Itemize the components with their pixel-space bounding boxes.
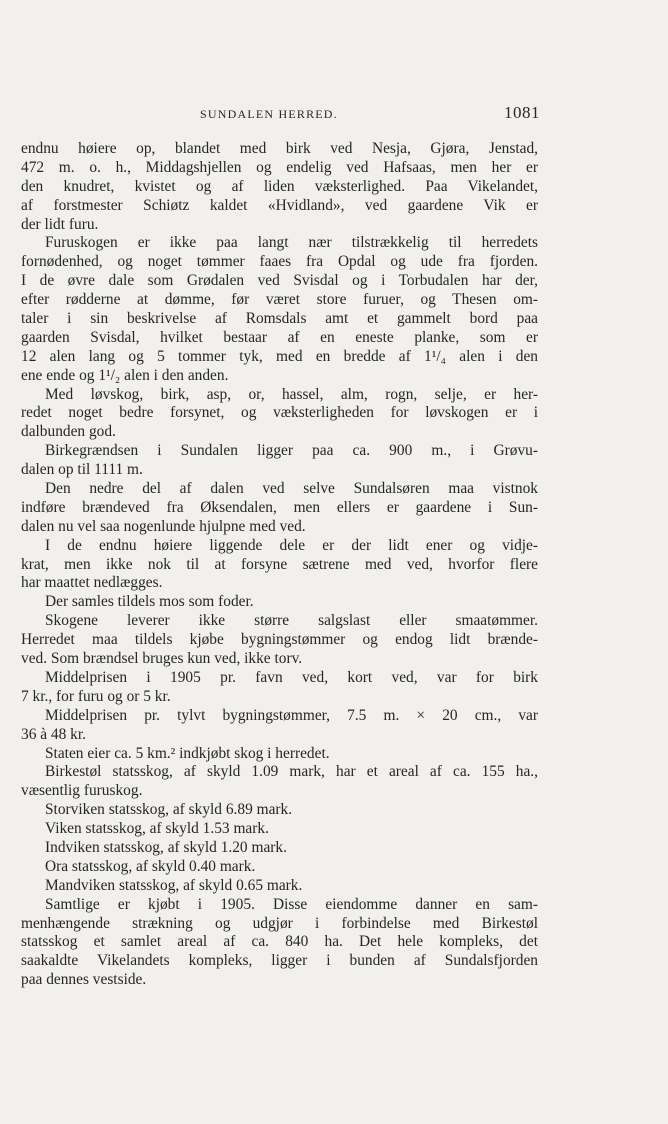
text-line: Furuskogen er ikke paa langt nær tilstrækkelig til herredets — [45, 234, 538, 252]
text-line: endnu høiere op, blandet med birk ved Nesja, Gjøra, Jenstad, — [21, 140, 538, 157]
running-title: SUNDALEN HERRED. — [200, 107, 338, 121]
text-line: Staten eier ca. 5 km.² indkjøbt skog i herredet. — [45, 744, 330, 762]
text-line: den knudret, kvistet og af liden væksterlighed. Paa Vikelandet, — [21, 177, 538, 195]
text-line: Der samles tildels mos som foder. — [45, 593, 254, 611]
page-number: 1081 — [504, 103, 540, 122]
text-line: af forstmester Schiøtz kaldet «Hvidland», ved gaardene Vik er — [21, 196, 538, 214]
text-line: I de øvre dale som Grødalen ved Svisdal og i Torbudalen har der, — [21, 272, 538, 290]
text-line: der lidt furu. — [21, 215, 99, 233]
text-line: Storviken statsskog, af skyld 6.89 mark. — [45, 801, 293, 819]
text-line: indføre brændeved fra Øksendalen, men ellers er gaardene i Sun- — [21, 498, 538, 516]
text-line: Birkegrændsen i Sundalen ligger paa ca. 900 m., i Grøvu- — [45, 442, 538, 460]
text-line: Indviken statsskog, af skyld 1.20 mark. — [45, 838, 287, 856]
text-line: gaarden Svisdal, hvilket bestaar af en eneste planke, som er — [21, 328, 538, 346]
text-line: paa dennes vestside. — [21, 971, 147, 989]
text-line: Herredet maa tildels kjøbe bygningstømmer og endog lidt brænde- — [21, 631, 538, 649]
text-line: taler i sin beskrivelse af Romsdals amt et gammelt bord paa — [21, 310, 538, 328]
text-line: krat, men ikke nok til at forsyne sætrene med ved, hvorfor flere — [21, 555, 538, 573]
text-line: I de endnu høiere liggende dele er der lidt ener og vidje- — [45, 536, 538, 554]
body-text — [3, 140, 538, 990]
text-line: 7 kr., for furu og or 5 kr. — [21, 687, 171, 705]
text-line: ene ende og 1¹/₂ alen i den anden. — [21, 366, 229, 384]
text-line: væsentlig furuskog. — [21, 782, 143, 800]
text-line: Ora statsskog, af skyld 0.40 mark. — [45, 857, 256, 875]
text-line: efter rødderne at dømme, før været store furuer, og Thesen om- — [21, 291, 538, 309]
text-line: Middelprisen i 1905 pr. favn ved, kort ved, var for birk — [45, 668, 538, 686]
text-line: redet noget bedre forsynet, og væksterligheden for løvskogen er i — [21, 404, 538, 422]
text-line: 12 alen lang og 5 tommer tyk, med en bredde af 1¹/₄ alen i den — [21, 347, 538, 365]
text-line: dalen op til 1111 m. — [21, 461, 143, 479]
running-head — [0, 103, 668, 127]
text-line: dalen nu vel saa nogenlunde hjulpne med ved. — [21, 517, 306, 535]
text-line: Mandviken statsskog, af skyld 0.65 mark. — [45, 876, 303, 894]
text-line: Samtlige er kjøbt i 1905. Disse eiendomme danner en sam- — [45, 895, 538, 913]
text-line: Middelprisen pr. tylvt bygningstømmer, 7.5 m. × 20 cm., var — [45, 706, 538, 724]
text-line: ved. Som brændsel bruges kun ved, ikke torv. — [21, 650, 303, 668]
text-line: har maattet nedlægges. — [21, 574, 163, 592]
text-line: Birkestøl statsskog, af skyld 1.09 mark, har et areal af ca. 155 ha., — [45, 763, 538, 781]
text-line: Den nedre del af dalen ved selve Sundalsøren maa vistnok — [45, 480, 538, 498]
text-line: dalbunden god. — [21, 423, 116, 441]
text-line: Skogene leverer ikke større salgslast eller smaatømmer. — [45, 612, 538, 630]
text-line: Med løvskog, birk, asp, or, hassel, alm, rogn, selje, er her- — [45, 385, 538, 403]
text-line: saakaldte Vikelandets kompleks, ligger i bunden af Sundalsfjorden — [21, 952, 538, 970]
text-line: fornødenhed, og noget tømmer faaes fra Opdal og ude fra fjorden. — [21, 253, 538, 271]
text-line: statsskog et samlet areal af ca. 840 ha. Det hele kompleks, det — [21, 933, 538, 951]
text-line: Viken statsskog, af skyld 1.53 mark. — [45, 820, 269, 838]
text-line: 472 m. o. h., Middagshjellen og endelig ved Hafsaas, men her er — [21, 158, 538, 176]
text-line: 36 à 48 kr. — [21, 725, 86, 743]
text-line: menhængende strækning og udgjør i forbindelse med Birkestøl — [21, 914, 538, 932]
